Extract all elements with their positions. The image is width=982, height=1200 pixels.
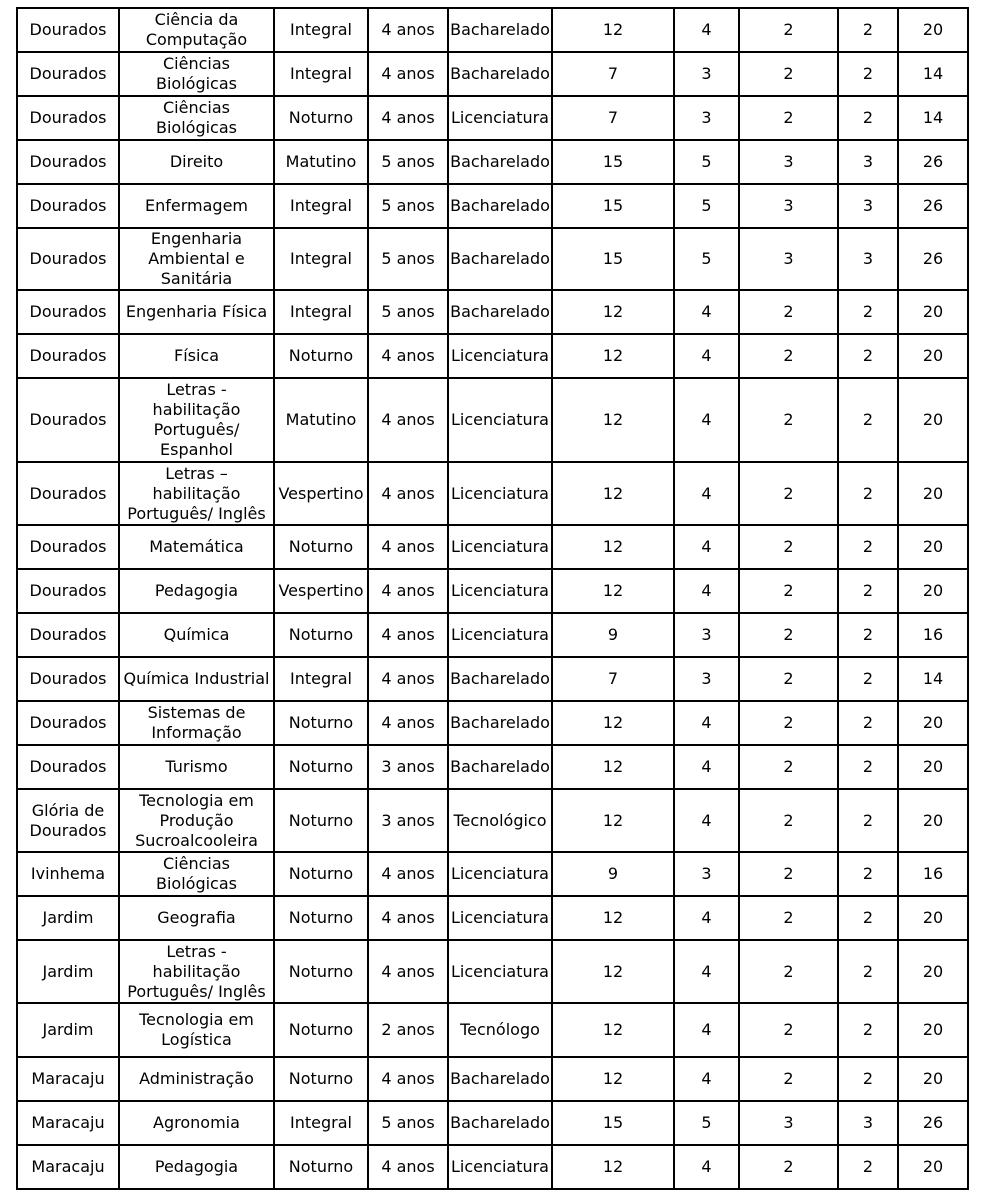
vacancies-4-cell: 2 xyxy=(838,657,898,701)
shift-cell: Vespertino xyxy=(274,569,368,613)
shift-cell: Integral xyxy=(274,8,368,52)
vacancies-3-cell: 2 xyxy=(739,1057,838,1101)
vacancies-3-cell: 2 xyxy=(739,896,838,940)
table-row xyxy=(17,378,968,462)
table-row xyxy=(17,1145,968,1189)
course-cell: Química xyxy=(119,613,274,657)
campus-cell: Ivinhema xyxy=(17,852,119,896)
vacancies-4-cell: 2 xyxy=(838,789,898,852)
total-cell: 20 xyxy=(898,745,968,789)
campus-cell: Dourados xyxy=(17,569,119,613)
total-cell: 20 xyxy=(898,940,968,1003)
shift-cell: Noturno xyxy=(274,96,368,140)
table-row xyxy=(17,940,968,1003)
vacancies-1-cell: 15 xyxy=(552,228,674,290)
shift-cell: Noturno xyxy=(274,334,368,378)
table-row xyxy=(17,8,968,52)
campus-cell: Jardim xyxy=(17,896,119,940)
vacancies-1-cell: 15 xyxy=(552,184,674,228)
degree-cell: Licenciatura xyxy=(448,96,552,140)
campus-cell: Dourados xyxy=(17,96,119,140)
vacancies-1-cell: 12 xyxy=(552,1003,674,1057)
table-row xyxy=(17,852,968,896)
campus-cell: Dourados xyxy=(17,52,119,96)
table-row xyxy=(17,228,968,290)
degree-cell: Bacharelado xyxy=(448,745,552,789)
course-cell: Letras - habilitação Português/ Espanhol xyxy=(119,378,274,462)
campus-cell: Dourados xyxy=(17,334,119,378)
course-cell: Engenharia Física xyxy=(119,290,274,334)
course-cell: Letras – habilitação Português/ Inglês xyxy=(119,462,274,525)
campus-cell: Dourados xyxy=(17,184,119,228)
campus-cell: Jardim xyxy=(17,940,119,1003)
course-cell: Física xyxy=(119,334,274,378)
shift-cell: Noturno xyxy=(274,789,368,852)
total-cell: 16 xyxy=(898,613,968,657)
vacancies-3-cell: 2 xyxy=(739,1145,838,1189)
duration-cell: 4 anos xyxy=(368,52,448,96)
total-cell: 14 xyxy=(898,657,968,701)
degree-cell: Bacharelado xyxy=(448,1101,552,1145)
vacancies-4-cell: 2 xyxy=(838,96,898,140)
table-row xyxy=(17,462,968,525)
duration-cell: 3 anos xyxy=(368,745,448,789)
vacancies-1-cell: 9 xyxy=(552,613,674,657)
course-cell: Agronomia xyxy=(119,1101,274,1145)
duration-cell: 5 anos xyxy=(368,290,448,334)
total-cell: 20 xyxy=(898,701,968,745)
shift-cell: Integral xyxy=(274,52,368,96)
shift-cell: Noturno xyxy=(274,1003,368,1057)
duration-cell: 5 anos xyxy=(368,1101,448,1145)
course-cell: Enfermagem xyxy=(119,184,274,228)
vacancies-2-cell: 5 xyxy=(674,228,739,290)
course-cell: Geografia xyxy=(119,896,274,940)
vacancies-1-cell: 12 xyxy=(552,1145,674,1189)
vacancies-2-cell: 4 xyxy=(674,462,739,525)
total-cell: 26 xyxy=(898,140,968,184)
total-cell: 20 xyxy=(898,462,968,525)
table-row xyxy=(17,569,968,613)
course-cell: Matemática xyxy=(119,525,274,569)
campus-cell: Dourados xyxy=(17,228,119,290)
vacancies-3-cell: 2 xyxy=(739,613,838,657)
vacancies-2-cell: 3 xyxy=(674,96,739,140)
course-cell: Letras - habilitação Português/ Inglês xyxy=(119,940,274,1003)
vacancies-1-cell: 15 xyxy=(552,140,674,184)
vacancies-4-cell: 2 xyxy=(838,940,898,1003)
shift-cell: Integral xyxy=(274,657,368,701)
table-row xyxy=(17,525,968,569)
course-cell: Administração xyxy=(119,1057,274,1101)
vacancies-2-cell: 4 xyxy=(674,1145,739,1189)
campus-cell: Dourados xyxy=(17,378,119,462)
vacancies-2-cell: 4 xyxy=(674,1057,739,1101)
duration-cell: 2 anos xyxy=(368,1003,448,1057)
shift-cell: Matutino xyxy=(274,140,368,184)
degree-cell: Bacharelado xyxy=(448,140,552,184)
vacancies-2-cell: 3 xyxy=(674,52,739,96)
vacancies-2-cell: 4 xyxy=(674,8,739,52)
course-cell: Ciências Biológicas xyxy=(119,96,274,140)
shift-cell: Matutino xyxy=(274,378,368,462)
vacancies-3-cell: 2 xyxy=(739,462,838,525)
duration-cell: 5 anos xyxy=(368,140,448,184)
degree-cell: Bacharelado xyxy=(448,290,552,334)
campus-cell: Maracaju xyxy=(17,1057,119,1101)
vacancies-3-cell: 2 xyxy=(739,378,838,462)
table-row xyxy=(17,701,968,745)
shift-cell: Noturno xyxy=(274,1145,368,1189)
shift-cell: Integral xyxy=(274,228,368,290)
vacancies-3-cell: 2 xyxy=(739,290,838,334)
vacancies-2-cell: 4 xyxy=(674,896,739,940)
degree-cell: Tecnológico xyxy=(448,789,552,852)
shift-cell: Noturno xyxy=(274,701,368,745)
total-cell: 20 xyxy=(898,896,968,940)
campus-cell: Maracaju xyxy=(17,1101,119,1145)
course-cell: Ciências Biológicas xyxy=(119,852,274,896)
vacancies-2-cell: 4 xyxy=(674,1003,739,1057)
course-cell: Ciências Biológicas xyxy=(119,52,274,96)
total-cell: 20 xyxy=(898,378,968,462)
vacancies-4-cell: 2 xyxy=(838,52,898,96)
vacancies-4-cell: 2 xyxy=(838,8,898,52)
table-body xyxy=(17,8,968,1189)
vacancies-1-cell: 12 xyxy=(552,525,674,569)
vacancies-3-cell: 2 xyxy=(739,52,838,96)
duration-cell: 4 anos xyxy=(368,8,448,52)
degree-cell: Licenciatura xyxy=(448,852,552,896)
vacancies-2-cell: 5 xyxy=(674,184,739,228)
duration-cell: 4 anos xyxy=(368,1057,448,1101)
vacancies-1-cell: 12 xyxy=(552,1057,674,1101)
shift-cell: Integral xyxy=(274,290,368,334)
duration-cell: 4 anos xyxy=(368,613,448,657)
total-cell: 26 xyxy=(898,228,968,290)
shift-cell: Noturno xyxy=(274,896,368,940)
degree-cell: Licenciatura xyxy=(448,334,552,378)
course-cell: Sistemas de Informação xyxy=(119,701,274,745)
table-row xyxy=(17,745,968,789)
vacancies-1-cell: 12 xyxy=(552,334,674,378)
vacancies-2-cell: 4 xyxy=(674,334,739,378)
total-cell: 20 xyxy=(898,1003,968,1057)
total-cell: 26 xyxy=(898,1101,968,1145)
degree-cell: Tecnólogo xyxy=(448,1003,552,1057)
vacancies-4-cell: 2 xyxy=(838,569,898,613)
duration-cell: 4 anos xyxy=(368,896,448,940)
vacancies-1-cell: 15 xyxy=(552,1101,674,1145)
degree-cell: Licenciatura xyxy=(448,940,552,1003)
total-cell: 20 xyxy=(898,8,968,52)
table-row xyxy=(17,896,968,940)
vacancies-1-cell: 12 xyxy=(552,745,674,789)
vacancies-1-cell: 9 xyxy=(552,852,674,896)
table-row xyxy=(17,1057,968,1101)
vacancies-3-cell: 3 xyxy=(739,1101,838,1145)
vacancies-3-cell: 2 xyxy=(739,8,838,52)
vacancies-3-cell: 2 xyxy=(739,1003,838,1057)
degree-cell: Bacharelado xyxy=(448,657,552,701)
vacancies-1-cell: 7 xyxy=(552,96,674,140)
degree-cell: Bacharelado xyxy=(448,52,552,96)
vacancies-2-cell: 4 xyxy=(674,525,739,569)
vacancies-3-cell: 2 xyxy=(739,525,838,569)
campus-cell: Dourados xyxy=(17,462,119,525)
vacancies-4-cell: 2 xyxy=(838,701,898,745)
vacancies-2-cell: 4 xyxy=(674,940,739,1003)
course-cell: Turismo xyxy=(119,745,274,789)
degree-cell: Licenciatura xyxy=(448,569,552,613)
vacancies-3-cell: 3 xyxy=(739,184,838,228)
vacancies-2-cell: 4 xyxy=(674,701,739,745)
duration-cell: 4 anos xyxy=(368,462,448,525)
vacancies-3-cell: 2 xyxy=(739,657,838,701)
vacancies-1-cell: 7 xyxy=(552,52,674,96)
duration-cell: 4 anos xyxy=(368,378,448,462)
vacancies-3-cell: 2 xyxy=(739,569,838,613)
degree-cell: Licenciatura xyxy=(448,613,552,657)
vacancies-1-cell: 7 xyxy=(552,657,674,701)
shift-cell: Integral xyxy=(274,184,368,228)
duration-cell: 4 anos xyxy=(368,1145,448,1189)
course-cell: Pedagogia xyxy=(119,1145,274,1189)
vacancies-1-cell: 12 xyxy=(552,940,674,1003)
vacancies-1-cell: 12 xyxy=(552,789,674,852)
degree-cell: Bacharelado xyxy=(448,1057,552,1101)
duration-cell: 4 anos xyxy=(368,852,448,896)
campus-cell: Jardim xyxy=(17,1003,119,1057)
total-cell: 20 xyxy=(898,1145,968,1189)
degree-cell: Licenciatura xyxy=(448,525,552,569)
vacancies-4-cell: 3 xyxy=(838,184,898,228)
vacancies-4-cell: 2 xyxy=(838,334,898,378)
degree-cell: Licenciatura xyxy=(448,896,552,940)
degree-cell: Licenciatura xyxy=(448,462,552,525)
course-cell: Tecnologia em Logística xyxy=(119,1003,274,1057)
campus-cell: Dourados xyxy=(17,657,119,701)
vacancies-3-cell: 3 xyxy=(739,140,838,184)
shift-cell: Noturno xyxy=(274,525,368,569)
course-cell: Pedagogia xyxy=(119,569,274,613)
vacancies-2-cell: 4 xyxy=(674,290,739,334)
degree-cell: Bacharelado xyxy=(448,8,552,52)
vacancies-4-cell: 2 xyxy=(838,1057,898,1101)
vacancies-1-cell: 12 xyxy=(552,701,674,745)
shift-cell: Vespertino xyxy=(274,462,368,525)
duration-cell: 5 anos xyxy=(368,184,448,228)
course-cell: Engenharia Ambiental e Sanitária xyxy=(119,228,274,290)
total-cell: 20 xyxy=(898,569,968,613)
total-cell: 20 xyxy=(898,525,968,569)
vacancies-1-cell: 12 xyxy=(552,378,674,462)
duration-cell: 3 anos xyxy=(368,789,448,852)
duration-cell: 4 anos xyxy=(368,701,448,745)
vacancies-4-cell: 3 xyxy=(838,1101,898,1145)
campus-cell: Dourados xyxy=(17,140,119,184)
vacancies-4-cell: 2 xyxy=(838,745,898,789)
shift-cell: Noturno xyxy=(274,852,368,896)
table-row xyxy=(17,1101,968,1145)
campus-cell: Dourados xyxy=(17,745,119,789)
table-row xyxy=(17,657,968,701)
vacancies-1-cell: 12 xyxy=(552,569,674,613)
total-cell: 26 xyxy=(898,184,968,228)
vacancies-4-cell: 3 xyxy=(838,228,898,290)
vacancies-2-cell: 4 xyxy=(674,569,739,613)
course-cell: Ciência da Computação xyxy=(119,8,274,52)
table-row xyxy=(17,290,968,334)
duration-cell: 4 anos xyxy=(368,569,448,613)
campus-cell: Glória de Dourados xyxy=(17,789,119,852)
vacancies-3-cell: 3 xyxy=(739,228,838,290)
table-row xyxy=(17,613,968,657)
duration-cell: 4 anos xyxy=(368,334,448,378)
campus-cell: Dourados xyxy=(17,290,119,334)
course-cell: Direito xyxy=(119,140,274,184)
total-cell: 14 xyxy=(898,96,968,140)
total-cell: 20 xyxy=(898,290,968,334)
vacancies-3-cell: 2 xyxy=(739,96,838,140)
courses-table xyxy=(16,7,969,1190)
table-row xyxy=(17,96,968,140)
campus-cell: Dourados xyxy=(17,701,119,745)
vacancies-4-cell: 2 xyxy=(838,525,898,569)
vacancies-3-cell: 2 xyxy=(739,940,838,1003)
vacancies-4-cell: 2 xyxy=(838,1145,898,1189)
vacancies-3-cell: 2 xyxy=(739,789,838,852)
vacancies-4-cell: 2 xyxy=(838,1003,898,1057)
duration-cell: 4 anos xyxy=(368,940,448,1003)
vacancies-4-cell: 2 xyxy=(838,378,898,462)
table-row xyxy=(17,52,968,96)
total-cell: 20 xyxy=(898,334,968,378)
course-cell: Tecnologia em Produção Sucroalcooleira xyxy=(119,789,274,852)
table-row xyxy=(17,184,968,228)
course-cell: Química Industrial xyxy=(119,657,274,701)
shift-cell: Noturno xyxy=(274,1057,368,1101)
degree-cell: Licenciatura xyxy=(448,378,552,462)
total-cell: 14 xyxy=(898,52,968,96)
shift-cell: Noturno xyxy=(274,940,368,1003)
duration-cell: 4 anos xyxy=(368,525,448,569)
vacancies-3-cell: 2 xyxy=(739,745,838,789)
vacancies-1-cell: 12 xyxy=(552,290,674,334)
degree-cell: Licenciatura xyxy=(448,1145,552,1189)
vacancies-2-cell: 3 xyxy=(674,852,739,896)
shift-cell: Noturno xyxy=(274,745,368,789)
table-row xyxy=(17,789,968,852)
vacancies-1-cell: 12 xyxy=(552,462,674,525)
vacancies-1-cell: 12 xyxy=(552,8,674,52)
vacancies-4-cell: 2 xyxy=(838,462,898,525)
table-row xyxy=(17,1003,968,1057)
vacancies-2-cell: 5 xyxy=(674,1101,739,1145)
campus-cell: Dourados xyxy=(17,613,119,657)
vacancies-4-cell: 2 xyxy=(838,896,898,940)
vacancies-4-cell: 2 xyxy=(838,613,898,657)
vacancies-2-cell: 5 xyxy=(674,140,739,184)
vacancies-4-cell: 2 xyxy=(838,290,898,334)
shift-cell: Noturno xyxy=(274,613,368,657)
vacancies-3-cell: 2 xyxy=(739,852,838,896)
vacancies-4-cell: 3 xyxy=(838,140,898,184)
vacancies-2-cell: 3 xyxy=(674,657,739,701)
table-row xyxy=(17,140,968,184)
vacancies-2-cell: 4 xyxy=(674,378,739,462)
vacancies-3-cell: 2 xyxy=(739,334,838,378)
degree-cell: Bacharelado xyxy=(448,184,552,228)
campus-cell: Maracaju xyxy=(17,1145,119,1189)
total-cell: 20 xyxy=(898,1057,968,1101)
vacancies-1-cell: 12 xyxy=(552,896,674,940)
vacancies-2-cell: 4 xyxy=(674,789,739,852)
campus-cell: Dourados xyxy=(17,525,119,569)
duration-cell: 4 anos xyxy=(368,96,448,140)
shift-cell: Integral xyxy=(274,1101,368,1145)
vacancies-3-cell: 2 xyxy=(739,701,838,745)
degree-cell: Bacharelado xyxy=(448,228,552,290)
vacancies-2-cell: 4 xyxy=(674,745,739,789)
table-row xyxy=(17,334,968,378)
degree-cell: Bacharelado xyxy=(448,701,552,745)
duration-cell: 5 anos xyxy=(368,228,448,290)
vacancies-2-cell: 3 xyxy=(674,613,739,657)
campus-cell: Dourados xyxy=(17,8,119,52)
total-cell: 16 xyxy=(898,852,968,896)
total-cell: 20 xyxy=(898,789,968,852)
duration-cell: 4 anos xyxy=(368,657,448,701)
vacancies-4-cell: 2 xyxy=(838,852,898,896)
